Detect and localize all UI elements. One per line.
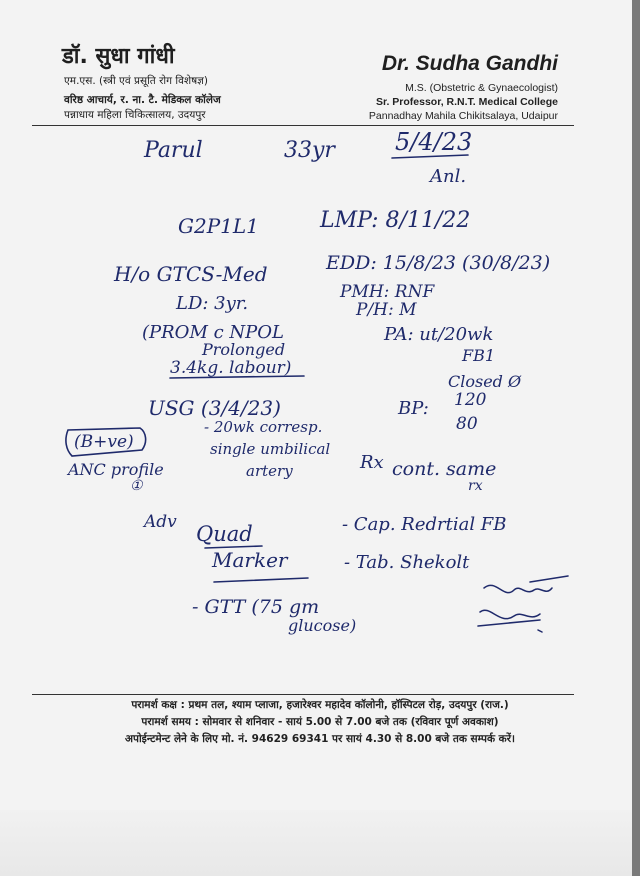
anaemia-note: Anl. (430, 166, 467, 187)
lmp-note: LMP: 8/11/22 (320, 208, 471, 233)
doctor-qualification-hindi: एम.एस. (स्त्री एवं प्रसूति रोग विशेषज्ञ) (64, 75, 208, 87)
usg-note: USG (3/4/23) (148, 396, 281, 420)
fetal-beat-note: FB1 (462, 346, 496, 365)
prom-note: (PROM c NPOL (142, 322, 284, 343)
prolonged-note: Prolonged (202, 340, 286, 359)
last-delivery-note: LD: 3yr. (176, 293, 249, 314)
quad-test-note: Quad (196, 522, 253, 546)
patient-age: 33yr (284, 138, 335, 163)
footer-appointment: अपोईन्टमेन्ट लेने के लिए मो. नं. 94629 69341 पर सायं 4.30 से 8.00 बजे तक सम्पर्क करें। (124, 733, 516, 745)
doctor-name-english: Dr. Sudha Gandhi (381, 52, 558, 75)
continue-note: cont. same (392, 458, 497, 480)
gtt-note: - GTT (75 gm (192, 596, 320, 618)
continue-rx-note: rx (468, 478, 483, 494)
per-abdomen-note: PA: ut/20wk (384, 324, 494, 345)
tablet-note: - Tab. Shekolt (344, 552, 470, 573)
usg-finding-1: - 20wk corresp. (204, 418, 323, 436)
usg-finding-3: artery (246, 462, 293, 480)
bp-systolic: 120 (454, 390, 487, 410)
bp-diastolic: 80 (456, 414, 478, 434)
obstetric-formula: G2P1L1 (178, 214, 259, 238)
footer-address: परामर्श कक्ष : प्रथम तल, श्याम प्लाजा, हजारेश्वर महादेव कॉलोनी, हॉस्पिटल रोड़, उदयपुर (राज.) (131, 699, 509, 711)
edd-note: EDD: 15/8/23 (30/8/23) (326, 252, 551, 274)
doctor-title-english: Sr. Professor, R.N.T. Medical College (375, 96, 558, 108)
capsule-note: - Cap. Redrtial FB (342, 514, 507, 535)
glucose-note: glucose) (288, 616, 357, 635)
bp-label: BP: (398, 398, 429, 419)
anc-profile-note: ANC profile (68, 460, 164, 479)
cervix-closed-note: Closed Ø (448, 372, 522, 391)
history-note: H/o GTCS-Med (114, 262, 268, 286)
doctor-qualification-english: M.S. (Obstetric & Gynaecologist) (405, 82, 558, 94)
marker-note: Marker (212, 548, 288, 572)
doctor-title-hindi: वरिष्ठ आचार्य, र. ना. टै. मेडिकल कॉलेज (64, 94, 221, 106)
past-history-note: P/H: M (356, 300, 417, 320)
advice-note: Adv (144, 512, 177, 532)
anc-mark: ① (130, 478, 143, 494)
blood-group-note: (B+ve) (74, 432, 134, 452)
footer-divider (32, 694, 574, 695)
doctor-hospital-english: Pannadhay Mahila Chikitsalaya, Udaipur (368, 110, 558, 122)
patient-name: Parul (144, 138, 203, 163)
rx-symbol: Rx (360, 452, 384, 473)
visit-date: 5/4/23 (395, 128, 473, 156)
footer-timings: परामर्श समय : सोमवार से शनिवार - सायं 5.00 से 7.00 बजे तक (रविवार पूर्ण अवकाश) (141, 716, 499, 728)
pmh-note: PMH: RNF (340, 282, 435, 302)
baby-weight-note: 3.4kg. labour) (170, 358, 292, 378)
doctor-name-hindi: डॉ. सुधा गांधी (62, 44, 175, 69)
usg-finding-2: single umbilical (210, 440, 331, 458)
doctor-hospital-hindi: पन्नाधाय महिला चिकित्सालय, उदयपुर (64, 109, 206, 121)
